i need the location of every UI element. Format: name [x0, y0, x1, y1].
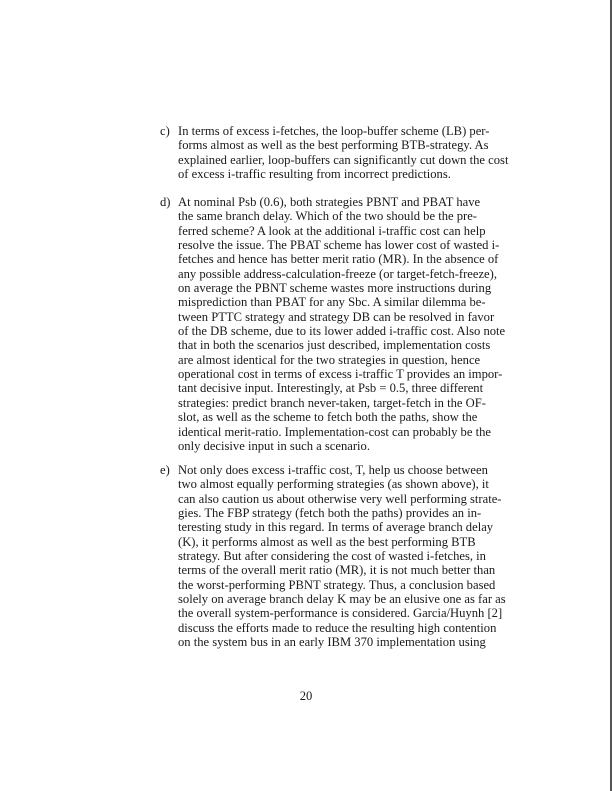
text-line: identical merit-ratio. Implementation-cost can probably be the: [178, 424, 491, 439]
text-line: forms almost as well as the best performing BTB-strategy. As: [178, 138, 489, 153]
text-line: any possible address-calculation-freeze (or target-fetch-freeze),: [178, 266, 497, 281]
text-line: are almost identical for the two strategies in question, hence: [178, 352, 481, 367]
text-line: terms of the overall merit ratio (MR), it is not much better than: [178, 563, 496, 578]
item-label: d): [160, 195, 171, 209]
text-line: the worst-performing PBNT strategy. Thus, a conclusion based: [178, 577, 496, 592]
paragraph: [178, 463, 506, 650]
text-line: At nominal Psb (0.6), both strategies PBNT and PBAT have: [178, 195, 481, 209]
text-line: only decisive input in such a scenario.: [178, 438, 371, 453]
text-line: on the system bus in an early IBM 370 implementation using: [178, 635, 486, 650]
text-line: strategies: predict branch never-taken, target-fetch in the OF-: [178, 395, 486, 410]
text-line: (K), it performs almost as well as the best performing BTB: [178, 534, 476, 549]
text-line: can also caution us about otherwise very well performing strate-: [178, 491, 502, 506]
text-line: on average the PBNT scheme wastes more instructions during: [178, 281, 492, 296]
text-line: strategy. But after considering the cost of wasted i-fetches, in: [178, 549, 486, 564]
text-line: misprediction than PBAT for any Sbc. A similar dilemma be-: [178, 295, 486, 310]
text-line: the same branch delay. Which of the two should be the pre-: [178, 209, 478, 224]
item-label: c): [160, 124, 170, 138]
text-line: solely on average branch delay K may be an elusive one as far as: [178, 592, 506, 607]
text-line: In terms of excess i-fetches, the loop-buffer scheme (LB) per-: [178, 124, 490, 138]
text-line: that in both the scenarios just described, implementation costs: [178, 338, 491, 353]
text-line: of the DB scheme, due to its lower added i-traffic cost. Also note: [178, 324, 506, 339]
text-line: operational cost in terms of excess i-traffic T provides an impor-: [178, 367, 503, 382]
text-line: teresting study in this regard. In terms of average branch delay: [178, 520, 494, 535]
paragraph: [178, 124, 509, 182]
text-line: gies. The FBP strategy (fetch both the paths) provides an in-: [178, 506, 482, 521]
text-line: tant decisive input. Interestingly, at Psb = 0.5, three different: [178, 381, 484, 396]
text-line: the overall system-performance is considered. Garcia/Huynh [2]: [178, 606, 503, 621]
text-line: resolve the issue. The PBAT scheme has lower cost of wasted i-: [178, 238, 500, 253]
text-line: discuss the efforts made to reduce the resulting high contention: [178, 620, 497, 635]
page-number: 20: [299, 689, 313, 703]
text-line: explained earlier, loop-buffers can significantly cut down the cost: [178, 152, 509, 167]
paragraph: [178, 195, 506, 453]
text-line: of excess i-traffic resulting from incorrect predictions.: [178, 167, 451, 182]
text-line: Not only does excess i-traffic cost, T, help us choose between: [178, 463, 488, 477]
text-line: fetches and hence has better merit ratio (MR). In the absence of: [178, 252, 499, 267]
text-line: slot, as well as the scheme to fetch both the paths, show the: [178, 410, 478, 425]
text-line: two almost equally performing strategies (as shown above), it: [178, 477, 489, 492]
item-label: e): [160, 463, 170, 477]
text-line: tween PTTC strategy and strategy DB can be resolved in favor: [178, 309, 495, 324]
text-line: ferred scheme? A look at the additional i-traffic cost can help: [178, 223, 486, 238]
